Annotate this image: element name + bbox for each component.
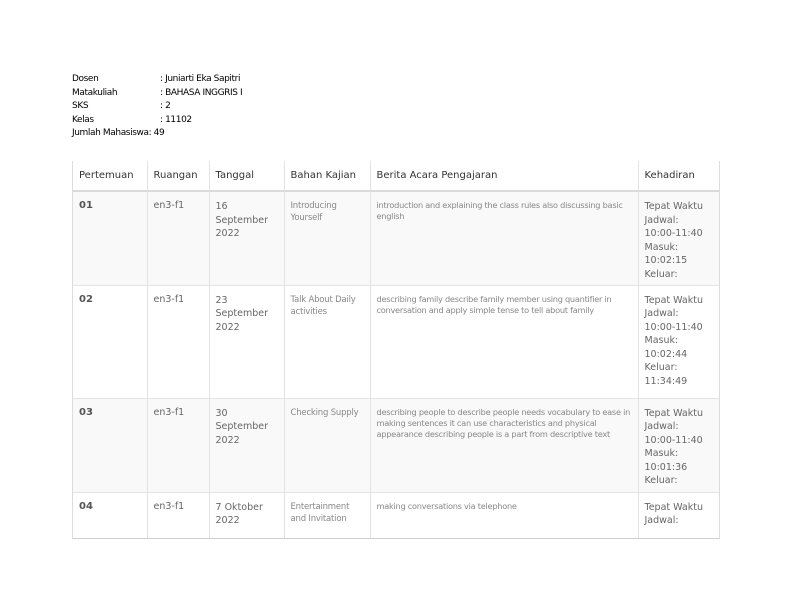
cell-tanggal: 7 Oktober 2022 [209,492,284,539]
checkout-label: Keluar: [644,475,678,487]
cell-pertemuan: 03 [73,398,147,492]
table-row [73,398,720,492]
cell-kehadiran [638,285,720,398]
info-value: : Juniarti Eka Sapitri [160,74,241,84]
cell-pertemuan: 01 [73,191,147,285]
cell-ruangan: en3-f1 [147,191,209,285]
cell-tanggal: 23 September 2022 [209,285,284,398]
info-value: : 2 [160,101,171,112]
checkin-label: Masuk: [644,241,679,253]
info-sks [72,100,242,114]
checkin-label: Masuk: [644,335,679,347]
checkout-time: 11:34:49 [644,376,688,388]
info-label: Dosen [72,74,99,84]
cell-bahan-kajian: Introducing Yourself [284,191,370,285]
cell-bahan-kajian: Entertainment and Invitation [284,492,370,539]
header-pertemuan: Pertemuan [73,161,147,191]
info-dosen [72,73,242,87]
header-kehadiran: Kehadiran [644,170,695,181]
cell-tanggal: 16 September 2022 [209,191,284,285]
cell-pertemuan: 04 [73,492,147,539]
header-tanggal: Tanggal [209,161,284,191]
checkout-label: Keluar: [644,268,678,280]
info-label: Matakuliah [72,87,118,98]
header-bahan-kajian: Bahan Kajian [284,161,370,191]
checkout-label: Keluar: [644,362,678,374]
schedule-time: 10:00-11:40 [644,321,703,333]
cell-pertemuan: 02 [73,285,147,398]
cell-kehadiran [638,492,720,539]
table-row [73,191,720,285]
attendance-status: Tepat Waktu [644,294,703,306]
info-jumlah-mahasiswa [72,127,242,141]
attendance-status: Tepat Waktu [644,407,703,419]
cell-tanggal: 30 September 2022 [209,398,284,492]
schedule-label: Jadwal: [644,308,679,320]
checkin-time: 10:01:36 [644,461,688,473]
info-label: Jumlah Mahasiswa [72,128,149,139]
checkin-label: Masuk: [644,448,679,460]
cell-ruangan: en3-f1 [147,492,209,539]
cell-berita-acara: introduction and explaining the class rules also discussing basic english [370,191,638,285]
info-value: : BAHASA INGGRIS I [160,87,243,98]
info-value: : 49 [148,128,165,139]
info-label: Kelas [72,114,94,125]
checkin-time: 10:02:15 [644,255,688,267]
schedule-label: Jadwal: [644,214,679,226]
attendance-status: Tepat Waktu [644,201,703,212]
header-berita-acara: Berita Acara Pengajaran [370,161,638,191]
table-row [73,492,720,539]
info-matakuliah [72,87,242,101]
cell-berita-acara: describing people to describe people needs vocabulary to ease in making sentences it can use characteristics and physical appearance describing people is a part from descriptive text [370,398,638,492]
info-value: : 11102 [160,114,192,125]
attendance-table [73,161,720,539]
table-row [73,285,720,398]
cell-kehadiran [638,191,720,285]
cell-ruangan: en3-f1 [147,398,209,492]
schedule-label: Jadwal: [644,421,679,433]
header-ruangan: Ruangan [147,161,209,191]
cell-berita-acara: describing family describe family member using quantifier in conversation and apply simple tense to tell about family [370,285,638,398]
course-info [72,73,242,141]
schedule-time: 10:00-11:40 [644,228,703,240]
schedule-label: Jadwal: [644,515,679,527]
checkin-time: 10:02:44 [644,348,688,360]
info-kelas [72,114,242,128]
cell-kehadiran [638,398,720,492]
schedule-time: 10:00-11:40 [644,434,703,446]
cell-bahan-kajian: Checking Supply [284,398,370,492]
table-header-row [73,161,720,191]
attendance-table-container [72,161,720,539]
attendance-status: Tepat Waktu [644,501,703,513]
cell-ruangan: en3-f1 [147,285,209,398]
info-label: SKS [72,101,89,112]
cell-bahan-kajian: Talk About Daily activities [284,285,370,398]
cell-berita-acara: making conversations via telephone [370,492,638,539]
